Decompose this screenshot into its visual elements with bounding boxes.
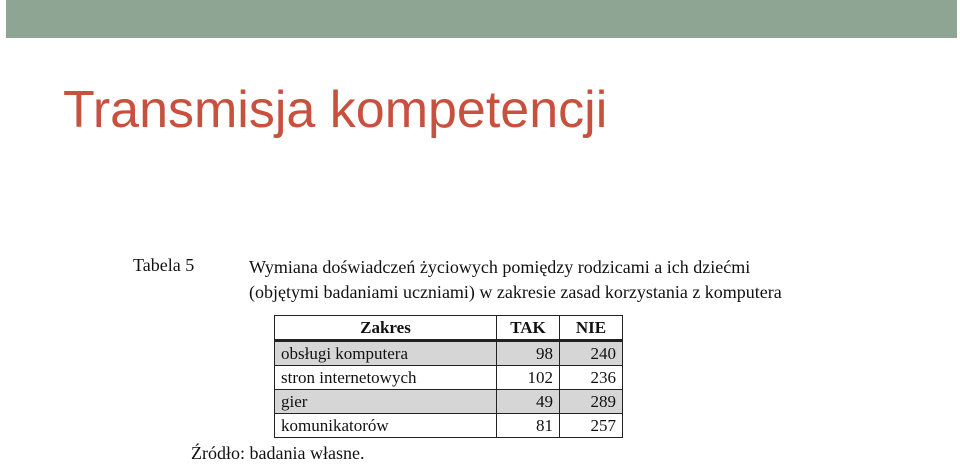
slide-title: Transmisja kompetencji	[63, 81, 608, 139]
cell-tak: 81	[497, 414, 560, 438]
cell-zakres: komunikatorów	[275, 414, 497, 438]
table-row	[275, 366, 623, 390]
table-row	[275, 414, 623, 438]
table-row	[275, 390, 623, 414]
cell-tak: 98	[497, 341, 560, 366]
table-caption-line-2: (objętymi badaniami uczniami) w zakresie zasad korzystania z komputera	[249, 282, 782, 302]
table-row	[275, 341, 623, 366]
cell-zakres: obsługi komputera	[275, 341, 497, 366]
header-nie: NIE	[560, 316, 623, 341]
cell-tak: 49	[497, 390, 560, 414]
cell-tak: 102	[497, 366, 560, 390]
cell-zakres: gier	[275, 390, 497, 414]
cell-zakres: stron internetowych	[275, 366, 497, 390]
cell-nie: 236	[560, 366, 623, 390]
cell-nie: 240	[560, 341, 623, 366]
data-table	[274, 315, 623, 438]
cell-nie: 289	[560, 390, 623, 414]
table-label: Tabela 5	[133, 255, 195, 275]
table-header-row	[275, 316, 623, 341]
cell-nie: 257	[560, 414, 623, 438]
top-decorative-bar	[6, 0, 957, 38]
source-note: Źródło: badania własne.	[191, 443, 365, 463]
table-caption	[249, 255, 782, 305]
table-caption-line-1: Wymiana doświadczeń życiowych pomiędzy rodzicami a ich dziećmi	[249, 257, 751, 277]
header-tak: TAK	[497, 316, 560, 341]
header-zakres: Zakres	[275, 316, 497, 341]
